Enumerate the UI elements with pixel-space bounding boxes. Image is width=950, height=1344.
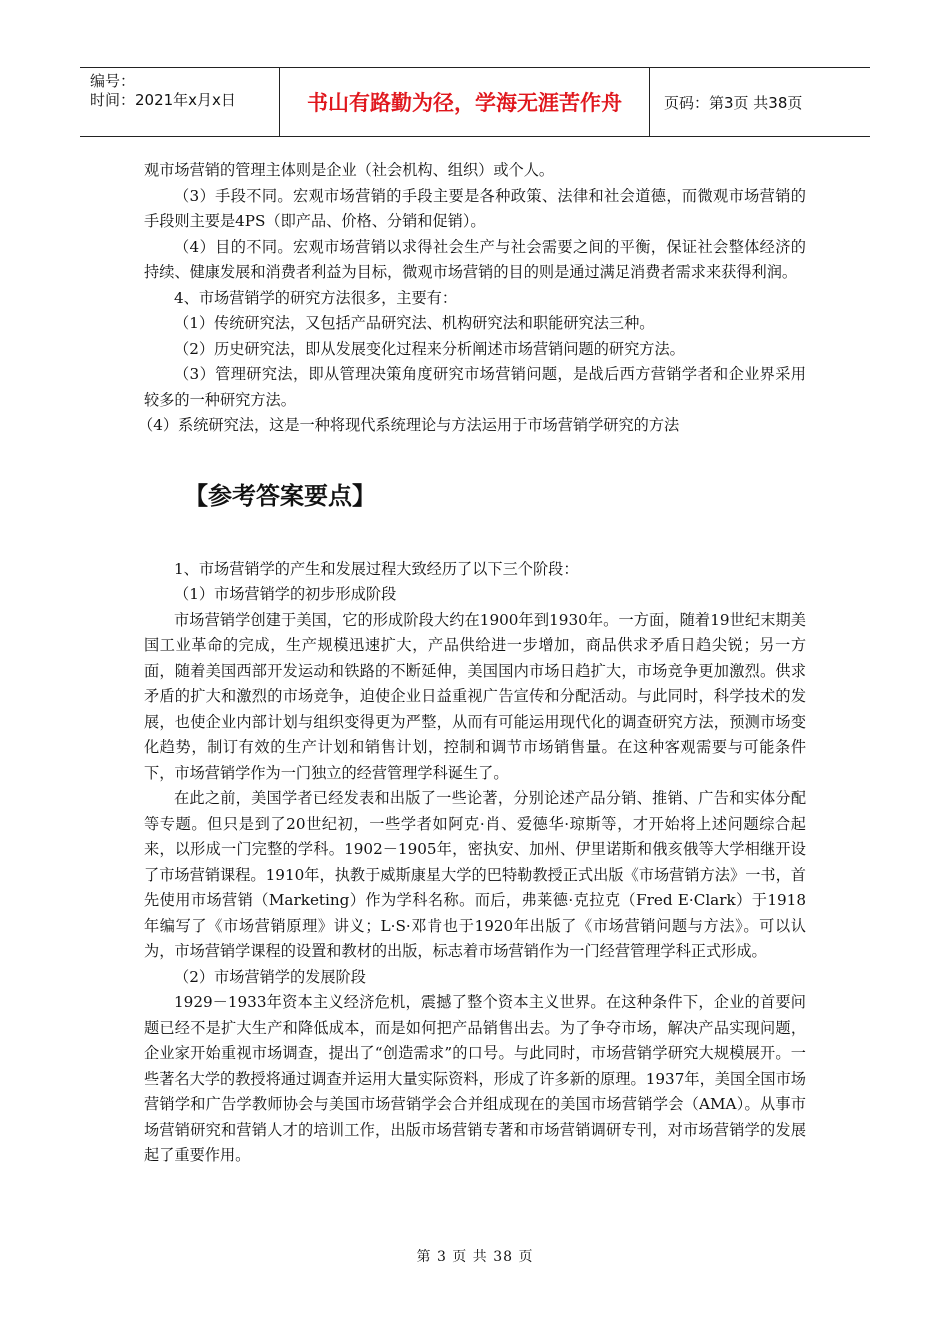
code-label: 编号：: [90, 72, 136, 90]
subheading: （1）市场营销学的初步形成阶段: [174, 585, 397, 603]
paragraph: 市场营销学创建于美国，它的形成阶段大约在1900年到1930年。一方面，随着19世纪末期美国工业革命的完成，生产规模迅速扩大，产品供给进一步增加，商品供求矛盾日趋尖锐；另一方面，随着美国西部开发运动和铁路的不断延伸，美国国内市场日趋扩大，市场竞争更加激烈。供求矛盾的扩大和激烈的市场竞争，迫使企业日益重视广告宣传和分配活动。与此同时，科学技术的发展，也使企业内部计划与组织变得更为严整，从而有可能运用现代化的调查研究方法，预测市场变化趋势，制订有效的生产计划和销售计划，控制和调节市场销售量。在这种客观需要与可能条件下，市场营销学作为一门独立的经营管理学科诞生了。: [144, 610, 806, 782]
paragraph: （3）手段不同。宏观市场营销的手段主要是各种政策、法律和社会道德，而微观市场营销的手段则主要是4PS（即产品、价格、分销和促销）。: [144, 186, 806, 230]
subheading: （2）市场营销学的发展阶段: [174, 967, 366, 986]
paragraph: （4）目的不同。宏观市场营销以求得社会生产与社会需要之间的平衡，保证社会整体经济的持续、健康发展和消费者利益为目标，微观市场营销的目的则是通过满足消费者需求来获得利润。: [144, 237, 806, 281]
header-meta: [80, 68, 280, 136]
page-header: [80, 67, 870, 137]
paragraph: （1）传统研究法，又包括产品研究法、机构研究法和职能研究法三种。: [174, 314, 655, 332]
page-footer: 第 3 页 共 38 页: [416, 1249, 534, 1265]
paragraph: （4）系统研究法，这是一种将现代系统理论与方法运用于市场营销学研究的方法: [138, 416, 680, 434]
header-page-number: 页码：第3页 共38页: [664, 93, 803, 112]
answer-heading: 【参考答案要点】: [184, 481, 376, 510]
paragraph: （2）历史研究法，即从发展变化过程来分析阐述市场营销问题的研究方法。: [174, 339, 685, 358]
paragraph: 1、市场营销学的产生和发展过程大致经历了以下三个阶段：: [174, 559, 579, 578]
paragraph: 在此之前，美国学者已经发表和出版了一些论著，分别论述产品分销、推销、广告和实体分配等专题。但只是到了20世纪初，一些学者如阿克·肖、爱德华·琼斯等，才开始将上述问题综合起来，以形成一门完整的学科。1902－1905年，密执安、加州、伊里诺斯和俄亥俄等大学相继开设了市场营销课程。1910年，执教于威斯康星大学的巴特勒教授正式出版《市场营销方法》一书，首先使用市场营销（Marketing）作为学科名称。而后，弗莱德·克拉克（Fred E·Clark）于1918年编写了《市场营销原理》讲义；L·S·邓肯也于1920年出版了《市场营销问题与方法》。可以认为，市场营销学课程的设置和教材的出版，标志着市场营销作为一门经营管理学科正式形成。: [144, 789, 806, 960]
header-slogan: 书山有路勤为径，学海无涯苦作舟: [280, 68, 650, 136]
paragraph: 4、市场营销学的研究方法很多，主要有：: [174, 288, 458, 307]
time-label: 时间：2021年x月x日: [90, 91, 236, 109]
paragraph: 观市场营销的管理主体则是企业（社会机构、组织）或个人。: [144, 161, 555, 179]
paragraph: （3）管理研究法，即从管理决策角度研究市场营销问题，是战后西方营销学者和企业界采用较多的一种研究方法。: [144, 365, 806, 409]
document-body: [138, 158, 806, 1169]
paragraph: 1929－1933年资本主义经济危机，震撼了整个资本主义世界。在这种条件下，企业的首要问题已经不是扩大生产和降低成本，而是如何把产品销售出去。为了争夺市场，解决产品实现问题，企业家开始重视市场调查，提出了“创造需求”的口号。与此同时，市场营销学研究大规模展开。一些著名大学的教授将通过调查并运用大量实际资料，形成了许多新的原理。1937年，美国全国市场营销学和广告学教师协会与美国市场营销学会合并组成现在的美国市场营销学会（AMA）。从事市场营销研究和营销人才的培训工作，出版市场营销专著和市场营销调研专刊，对市场营销学的发展起了重要作用。: [144, 993, 806, 1164]
